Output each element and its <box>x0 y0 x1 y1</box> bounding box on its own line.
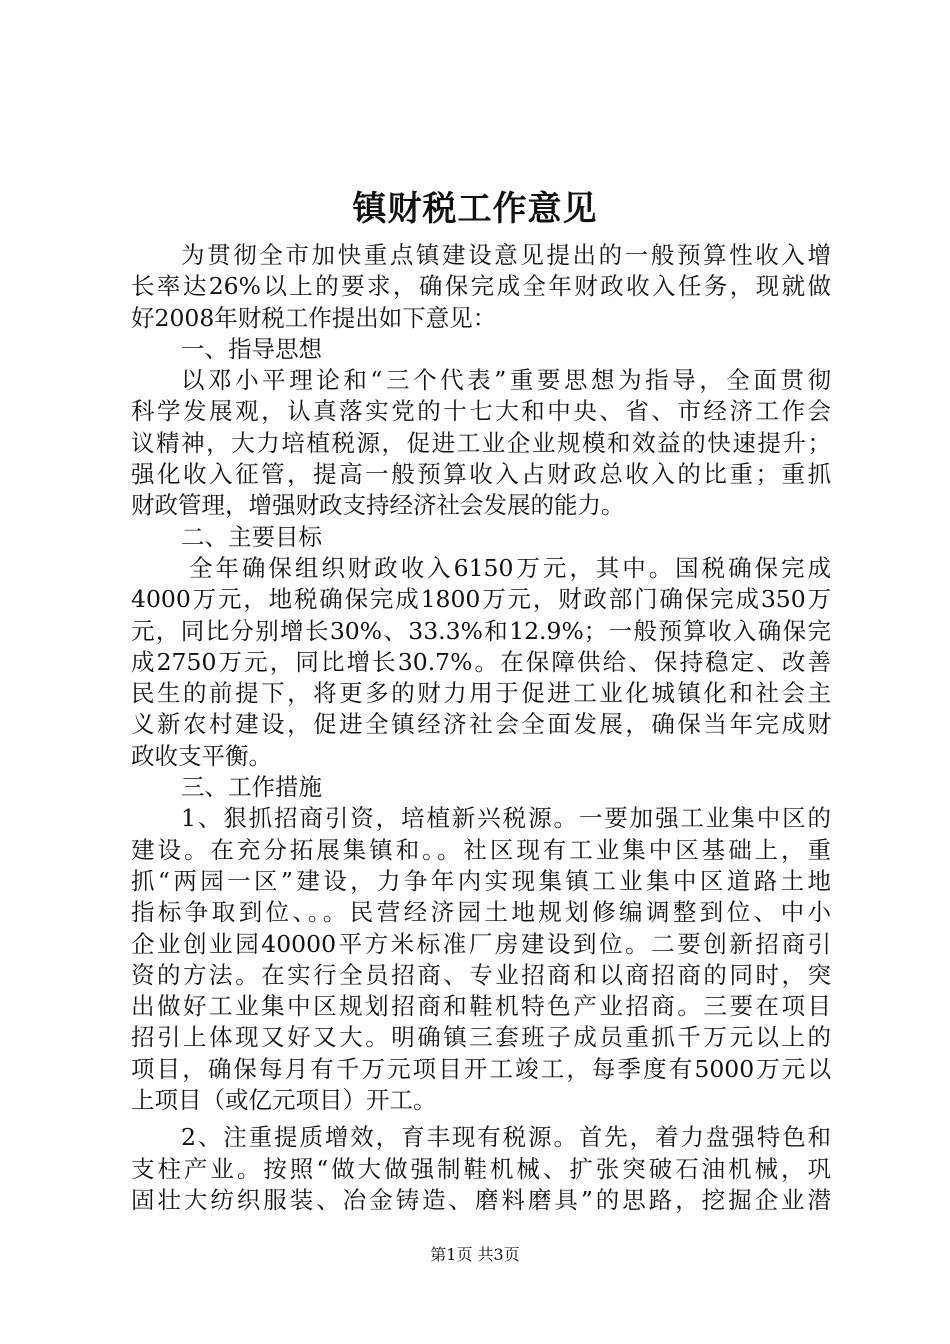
section-heading: 一、指导思想 <box>181 334 322 363</box>
paragraph-line: 义新农村建设，促进全镇经济社会全面发展，确保当年完成财 <box>131 710 831 739</box>
paragraph-line: 1、狠抓招商引资，培植新兴税源。一要加强工业集中区的 <box>181 804 831 833</box>
paragraph-line: 招引上体现又好又大。明确镇三套班子成员重抓千万元以上的 <box>131 1023 831 1052</box>
paragraph-line: 指标争取到位、。。民营经济园土地规划修编调整到位、中小 <box>131 898 831 927</box>
section-heading: 三、工作措施 <box>181 773 322 802</box>
paragraph-line: 支柱产业。按照“做大做强制鞋机械、扩张突破石油机械，巩 <box>131 1154 831 1183</box>
paragraph-line: 出做好工业集中区规划招商和鞋机特色产业招商。三要在项目 <box>131 992 831 1021</box>
paragraph-line: 成2750万元，同比增长30.7%。在保障供给、保持稳定、改善 <box>131 647 831 676</box>
paragraph-line: 4000万元，地税确保完成1800万元，财政部门确保完成350万 <box>131 585 831 614</box>
paragraph-line: 建设。在充分拓展集镇和。。社区现有工业集中区基础上，重 <box>131 835 831 864</box>
paragraph-line: 好2008年财税工作提出如下意见： <box>131 303 497 332</box>
paragraph-line: 议精神，大力培植税源，促进工业企业规模和效益的快速提升； <box>131 428 831 457</box>
document-title: 镇财税工作意见 <box>352 189 598 229</box>
paragraph-line: 全年确保组织财政收入6150万元，其中。国税确保完成 <box>189 553 831 582</box>
paragraph-line: 上项目（或亿元项目）开工。 <box>131 1086 437 1115</box>
page-number-footer: 第1页 共3页 <box>430 1245 520 1264</box>
paragraph-line: 企业创业园40000平方米标准厂房建设到位。二要创新招商引 <box>131 929 831 958</box>
section-heading: 二、主要目标 <box>181 522 322 551</box>
paragraph-line: 为贯彻全市加快重点镇建设意见提出的一般预算性收入增 <box>181 241 831 269</box>
paragraph-line: 元，同比分别增长30%、33.3%和12.9%；一般预算收入确保完 <box>131 616 831 645</box>
paragraph-line: 2、注重提质增效，育丰现有税源。首先，着力盘强特色和 <box>181 1123 831 1152</box>
paragraph-line: 资的方法。在实行全员招商、专业招商和以商招商的同时，突 <box>131 960 831 989</box>
paragraph-line: 科学发展观，认真落实党的十七大和中央、省、市经济工作会 <box>131 397 831 426</box>
document-body <box>131 240 831 1216</box>
paragraph-line: 以邓小平理论和“三个代表”重要思想为指导，全面贯彻 <box>181 366 831 395</box>
paragraph-line: 民生的前提下，将更多的财力用于促进工业化城镇化和社会主 <box>131 679 831 708</box>
paragraph-line: 财政管理，增强财政支持经济社会发展的能力。 <box>131 491 625 520</box>
paragraph-line: 政收支平衡。 <box>131 741 272 770</box>
paragraph-line: 强化收入征管，提高一般预算收入占财政总收入的比重；重抓 <box>131 460 831 489</box>
paragraph-line: 抓“两园一区”建设，力争年内实现集镇工业集中区道路土地 <box>131 866 831 895</box>
paragraph-line: 长率达26%以上的要求，确保完成全年财政收入任务，现就做 <box>131 272 831 301</box>
paragraph-line: 固壮大纺织服装、冶金铸造、磨料磨具”的思路，挖掘企业潜 <box>131 1185 831 1214</box>
paragraph-line: 项目，确保每月有千万元项目开工竣工，每季度有5000万元以 <box>131 1054 831 1083</box>
